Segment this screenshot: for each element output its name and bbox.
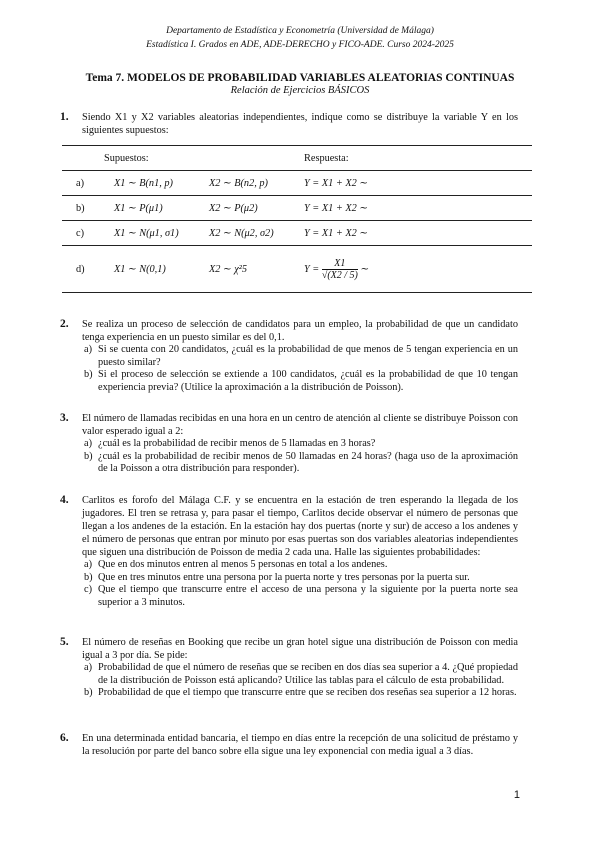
question-number: 4. — [60, 494, 69, 506]
table-header-row — [62, 146, 532, 171]
sub-text: Que el tiempo que transcurre entre el acceso de una persona y la siguiente por la puerta norte sea superior a 3 minutos. — [98, 584, 518, 608]
sub-label: b) — [84, 450, 93, 462]
x2-distribution: X2 ∼ N(μ2, σ2) — [209, 228, 274, 239]
sub-text: ¿cuál es la probabilidad de recibir menos de 50 llamadas en 24 horas? (haga uso de la aproximación de la Poisson a otra distribución para responder). — [98, 450, 518, 474]
header-supuestos: Supuestos: — [104, 152, 149, 164]
x2-distribution: X2 ∼ P(μ2) — [209, 203, 258, 214]
x1-distribution: X1 ∼ N(μ1, σ1) — [114, 228, 179, 239]
question-number: 3. — [60, 412, 69, 424]
table-row — [62, 221, 532, 246]
question-number: 1. — [60, 111, 69, 123]
question-1 — [60, 111, 518, 137]
sub-question — [82, 572, 518, 585]
sub-text: Si se cuenta con 20 candidatos, ¿cuál es la probabilidad de que menos de 5 tengan experiencia en un puesto similar? — [98, 344, 518, 368]
sub-label: b) — [84, 571, 93, 583]
x1-distribution: X1 ∼ P(μ1) — [114, 203, 163, 214]
sub-label: b) — [84, 369, 93, 380]
row-label: d) — [76, 263, 85, 275]
y-response: Y = X1 + X2 ∼ — [304, 228, 368, 239]
department-header: Departamento de Estadística y Econometría (Universidad de Málaga) — [166, 26, 434, 36]
table-row — [62, 246, 532, 293]
sub-label: b) — [84, 687, 93, 698]
sub-label: a) — [84, 559, 92, 570]
sub-question — [82, 687, 518, 700]
sub-label: a) — [84, 438, 92, 449]
sub-question — [82, 584, 518, 609]
sub-question — [82, 559, 518, 572]
sub-text: Que en dos minutos entren al menos 5 personas en total a los andenes. — [98, 559, 388, 570]
question-5 — [60, 636, 518, 700]
page-subtitle: Relación de Ejercicios BÁSICOS — [230, 85, 370, 96]
sub-question — [82, 369, 518, 394]
x1-distribution: X1 ∼ B(n1, p) — [114, 178, 173, 189]
y-lhs: Y = — [304, 263, 320, 275]
fraction-numerator: X1 — [322, 258, 358, 270]
page-number: 1 — [513, 789, 520, 801]
distribution-table — [62, 145, 532, 293]
sub-question — [82, 344, 518, 369]
fraction-denominator: √(X2 / 5) — [321, 269, 358, 281]
y-rhs: ∼ — [360, 263, 370, 275]
x1-distribution: X1 ∼ N(0,1) — [114, 264, 166, 275]
row-label: b) — [76, 202, 85, 214]
table-row — [62, 196, 532, 221]
question-text: El número de llamadas recibidas en una hora en un centro de atención al cliente se distribuye Poisson con valor esperado igual a 2: — [82, 413, 518, 437]
question-text: Carlitos es forofo del Málaga C.F. y se encuentra en la estación de tren esperando la llegada de los jugadores. El tren se retrasa y, para pasar el tiempo, Carlitos decide observar el número de personas que llegan a los andenes de la estación. En la estación hay dos puertas (norte y sur) de acceso a los andenes y el número de personas que entran por minuto por esas puertas son dos variables aleatorias independientes que siguen una distribución de Poisson de media 2 cada una. Halle las siguientes probabilidades: — [82, 495, 518, 558]
sub-text: Probabilidad de que el tiempo que transcurre entre que se reciben dos reseñas sea superior a 12 horas. — [98, 687, 517, 698]
question-2 — [60, 318, 518, 394]
course-header: Estadística I. Grados en ADE, ADE-DERECHO y FICO-ADE. Curso 2024-2025 — [146, 40, 454, 50]
sub-text: Probabilidad de que el número de reseñas que se reciben en dos días sea superior a 4. ¿Qué propiedad de la distribución de Poisson está aplicando? Utilice las tablas para el cálculo de esta probabilidad. — [98, 662, 518, 686]
y-response: Y = X1 + X2 ∼ — [304, 178, 368, 189]
y-response: Y = X1 + X2 ∼ — [304, 203, 368, 214]
question-number: 2. — [60, 318, 69, 330]
question-text: Siendo X1 y X2 variables aleatorias independientes, indique como se distribuye la variable Y en los siguientes supuestos: — [82, 112, 518, 136]
question-number: 5. — [60, 636, 69, 648]
y-response — [304, 246, 532, 293]
row-label: c) — [76, 227, 84, 239]
question-number: 6. — [60, 732, 69, 744]
table-row — [62, 171, 532, 196]
header-respuesta: Respuesta: — [304, 152, 349, 164]
x2-distribution: X2 ∼ B(n2, p) — [209, 178, 268, 189]
question-text: En una determinada entidad bancaria, el tiempo en días entre la recepción de una solicitud de préstamo y la resolución por parte del banco sobre ella sigue una ley exponencial con media igual a 3 días. — [82, 733, 518, 757]
sub-question — [82, 662, 518, 687]
question-4 — [60, 494, 518, 609]
sub-text: ¿cuál es la probabilidad de recibir menos de 5 llamadas en 3 horas? — [98, 438, 376, 449]
sub-label: c) — [84, 584, 92, 595]
sub-label: a) — [84, 662, 92, 673]
row-label: a) — [76, 177, 84, 189]
y-fraction — [322, 258, 358, 281]
sub-question — [82, 451, 518, 476]
sub-label: a) — [84, 344, 92, 355]
question-text: Se realiza un proceso de selección de candidatos para un empleo, la probabilidad de que un candidato tenga experiencia en un puesto similar es del 0,1. — [82, 319, 518, 343]
question-text: El número de reseñas en Booking que recibe un gran hotel sigue una distribución de Poisson con media igual a 3 por día. Se pide: — [82, 637, 518, 661]
sub-text: Si el proceso de selección se extiende a 100 candidatos, ¿cuál es la probabilidad de que 10 tengan experiencia previa? (Utilice la aproximación a la distribución de Poisson). — [98, 369, 518, 393]
page-title: Tema 7. MODELOS DE PROBABILIDAD VARIABLES ALEATORIAS CONTINUAS — [85, 72, 515, 84]
question-6 — [60, 732, 518, 758]
sub-text: Que en tres minutos entre una persona por la puerta norte y tres personas por la puerta sur. — [98, 571, 470, 583]
x2-distribution: X2 ∼ χ²5 — [209, 264, 247, 275]
sub-question — [82, 438, 518, 451]
question-3 — [60, 412, 518, 476]
